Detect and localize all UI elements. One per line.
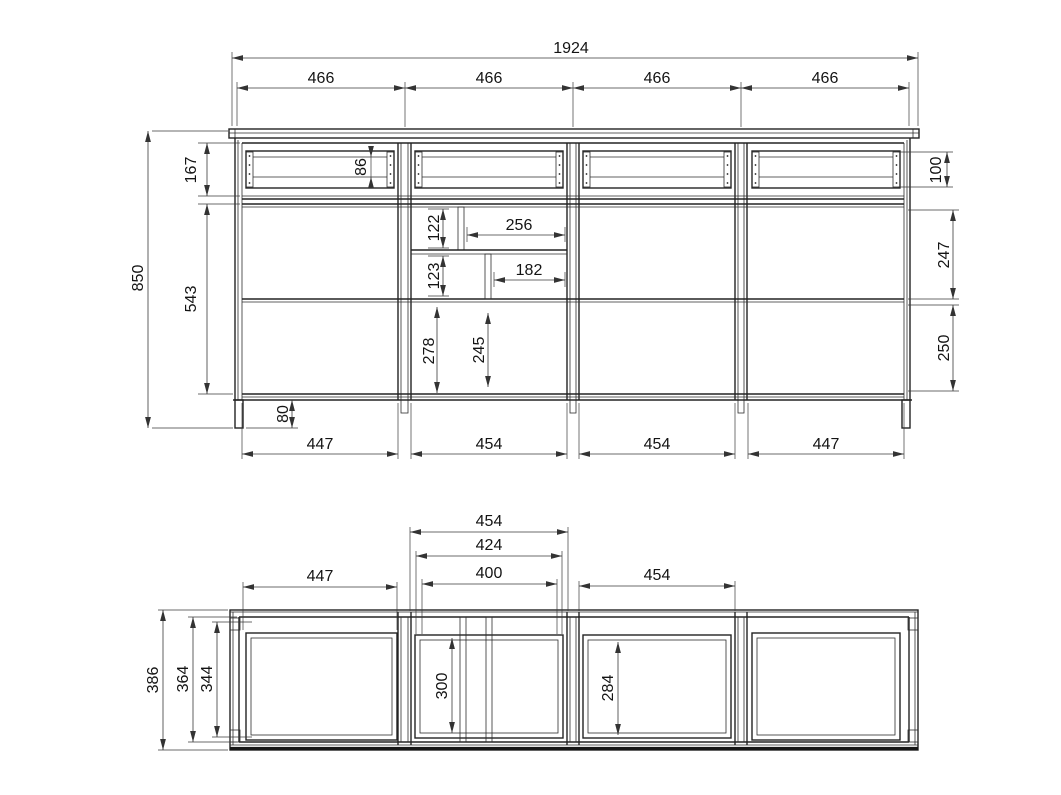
dim-label-door-section-height: 543 [183,285,200,313]
dim-label-cubby-top-height: 122 [426,214,443,242]
dim-label-drawer-rail-height: 86 [353,158,370,176]
dim-label-cubby-mid-width: 182 [515,262,543,279]
dim-label-plan-bay1-inner: 447 [306,568,334,585]
dim-label-plan-bay3-inner: 454 [643,567,671,584]
dim-label-bay-inner-width-2: 454 [475,436,503,453]
dim-label-plan-bay2-inner: 400 [475,565,503,582]
dim-label-plan-depth-inner: 364 [175,665,192,693]
dim-label-open-section-height-b: 245 [471,336,488,364]
dim-label-bay-width-2: 466 [475,70,503,87]
dim-label-plan-depth-total: 386 [145,666,162,694]
dim-label-plan-bay2-mid: 424 [475,537,503,554]
dim-label-lower-panel-height: 250 [936,334,953,362]
dim-label-bay-inner-width-3: 454 [643,436,671,453]
dim-label-open-section-height-a: 278 [421,337,438,365]
dim-label-bay-width-3: 466 [643,70,671,87]
dim-label-plan-compartment3-depth: 284 [600,674,617,702]
dim-label-bay-width-4: 466 [811,70,839,87]
dim-label-total-height: 850 [130,264,147,292]
dim-label-bay-width-1: 466 [307,70,335,87]
dim-label-bay-inner-width-1: 447 [306,436,334,453]
dim-label-bay-inner-width-4: 447 [812,436,840,453]
dim-label-niche-inner-height: 100 [928,156,945,184]
dim-label-cubby-top-width: 256 [505,217,533,234]
dim-label-cubby-mid-height: 123 [426,262,443,290]
dim-label-plan-compartment2-depth: 300 [434,672,451,700]
dim-label-total-width: 1924 [553,40,589,57]
dim-label-upper-panel-height: 247 [936,241,953,269]
dim-label-plan-depth-frame: 344 [199,665,216,693]
dim-label-plan-bay2-outer: 454 [475,513,503,530]
dim-label-leg-height: 80 [275,405,292,423]
dim-label-top-section-height: 167 [183,156,200,184]
